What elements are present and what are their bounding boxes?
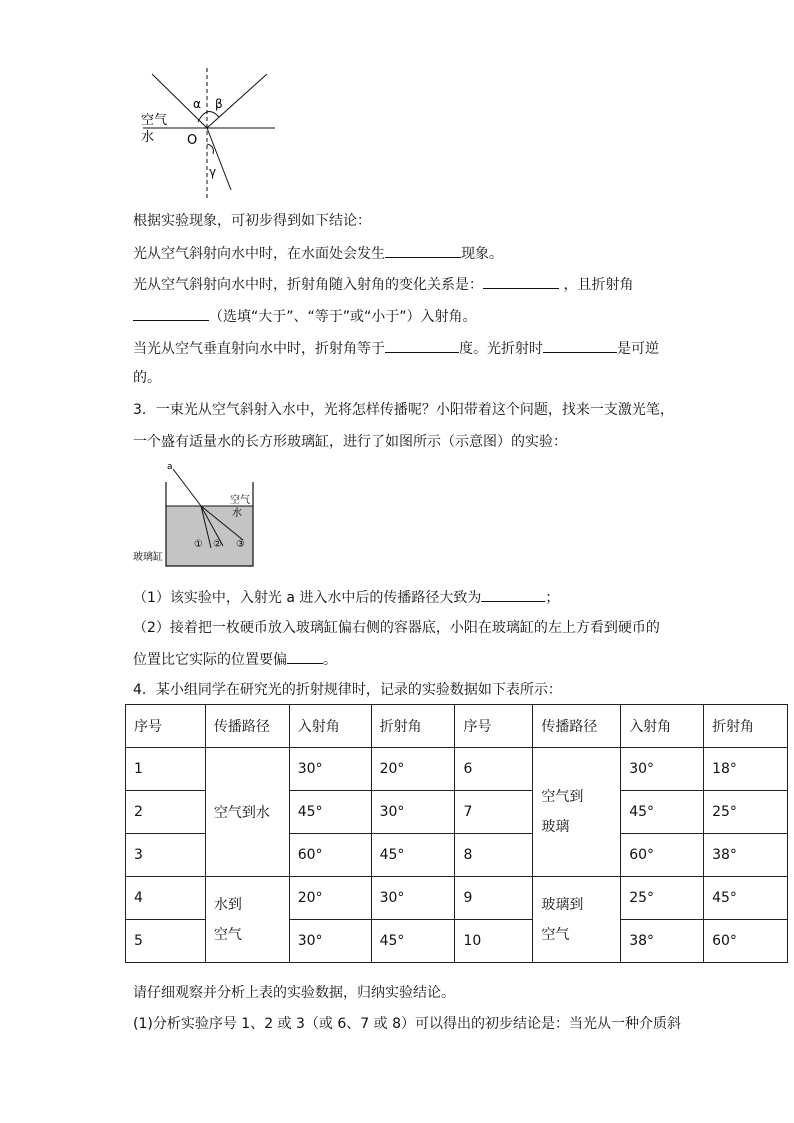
refraction-diagram bbox=[135, 64, 280, 204]
text: 位置比它实际的位置要偏 bbox=[133, 652, 287, 668]
text: 是可逆 bbox=[617, 341, 659, 357]
answer-blank[interactable] bbox=[385, 243, 461, 258]
label-path-3: ③ bbox=[236, 539, 245, 550]
q3-line-1: 3．一束光从空气斜射入水中，光将怎样传播呢？小阳带着这个问题，找来一支激光笔， bbox=[133, 402, 674, 418]
table-cell: 6 bbox=[455, 748, 533, 791]
table-cell: 30° bbox=[371, 791, 455, 834]
answer-blank[interactable] bbox=[133, 306, 209, 321]
q4-intro: 4．某小组同学在研究光的折射规律时，记录的实验数据如下表所示： bbox=[133, 682, 562, 698]
text: ； bbox=[545, 590, 560, 606]
path-cell bbox=[533, 877, 621, 963]
label-o: O bbox=[187, 133, 198, 148]
conclusion-line-2 bbox=[133, 274, 633, 295]
text: 。 bbox=[323, 652, 337, 668]
table-cell: 1 bbox=[126, 748, 206, 791]
refracted-ray bbox=[207, 128, 231, 190]
label-gamma: γ bbox=[209, 165, 217, 179]
header-cell: 序号 bbox=[126, 705, 206, 748]
path-text: 玻璃 bbox=[541, 819, 570, 835]
table-cell: 60° bbox=[621, 834, 704, 877]
conclusion-line-3 bbox=[133, 306, 477, 327]
table-cell: 38° bbox=[704, 834, 788, 877]
text: 光从空气斜射向水中时，折射角随入射角的变化关系是： bbox=[133, 277, 483, 293]
label-water: 水 bbox=[232, 508, 242, 519]
table-cell: 60° bbox=[704, 920, 788, 963]
table-cell: 30° bbox=[289, 920, 371, 963]
table-cell: 5 bbox=[126, 920, 206, 963]
q3-line-2: 一个盛有适量水的长方形玻璃缸，进行了如图所示（示意图）的实验： bbox=[133, 434, 567, 450]
conclusion-line-5: 的。 bbox=[133, 370, 161, 386]
path-cell bbox=[205, 877, 289, 963]
table-cell: 10 bbox=[455, 920, 533, 963]
header-cell: 传播路径 bbox=[205, 705, 289, 748]
table-cell: 30° bbox=[371, 877, 455, 920]
label-path-1: ① bbox=[194, 539, 203, 550]
table-cell: 2 bbox=[126, 791, 206, 834]
header-cell: 入射角 bbox=[289, 705, 371, 748]
table-cell: 45° bbox=[371, 834, 455, 877]
angle-arc-bottom bbox=[207, 144, 213, 154]
header-cell: 折射角 bbox=[704, 705, 788, 748]
table-cell: 45° bbox=[621, 791, 704, 834]
header-cell: 传播路径 bbox=[533, 705, 621, 748]
answer-blank[interactable] bbox=[543, 338, 617, 353]
table-cell: 45° bbox=[704, 877, 788, 920]
path-cell bbox=[533, 748, 621, 877]
q3-part-2-line-1: （2）接着把一枚硬币放入玻璃缸偏右侧的容器底，小阳在玻璃缸的左上方看到硬币的 bbox=[133, 620, 660, 636]
conclusion-line-4 bbox=[133, 338, 659, 359]
table-cell: 60° bbox=[289, 834, 371, 877]
table-cell: 25° bbox=[704, 791, 788, 834]
header-cell: 序号 bbox=[455, 705, 533, 748]
refraction-data-table bbox=[125, 704, 788, 963]
label-water: 水 bbox=[141, 130, 155, 145]
table-cell: 9 bbox=[455, 877, 533, 920]
q3-part-2-line-2 bbox=[133, 649, 337, 670]
conclusion-line-1 bbox=[133, 243, 503, 264]
path-text: 玻璃到 bbox=[541, 896, 584, 913]
table-row bbox=[126, 877, 788, 920]
table-cell: 30° bbox=[621, 748, 704, 791]
label-path-2: ② bbox=[213, 539, 222, 550]
q3-part-1 bbox=[133, 587, 559, 608]
table-cell: 7 bbox=[455, 791, 533, 834]
table-cell: 20° bbox=[371, 748, 455, 791]
text: （1）该实验中，入射光 a 进入水中后的传播路径大致为 bbox=[133, 590, 482, 606]
path-cell: 空气到水 bbox=[205, 748, 289, 877]
q4-after-table: 请仔细观察并分析上表的实验数据，归纳实验结论。 bbox=[133, 985, 455, 1001]
label-alpha: α bbox=[193, 97, 201, 111]
table-cell: 30° bbox=[289, 748, 371, 791]
table-cell: 3 bbox=[126, 834, 206, 877]
table-cell: 18° bbox=[704, 748, 788, 791]
label-beta: β bbox=[215, 97, 223, 111]
header-cell: 折射角 bbox=[371, 705, 455, 748]
incident-ray-a bbox=[173, 469, 201, 506]
text: 光从空气斜射向水中时，在水面处会发生 bbox=[133, 246, 385, 262]
table-row bbox=[126, 748, 788, 791]
table-cell: 45° bbox=[371, 920, 455, 963]
answer-blank[interactable] bbox=[385, 338, 459, 353]
path-text: 水到 bbox=[213, 896, 242, 913]
path-text: 空气 bbox=[541, 926, 570, 943]
path-text: 空气到 bbox=[541, 789, 584, 805]
table-cell: 45° bbox=[289, 791, 371, 834]
table-cell: 25° bbox=[621, 877, 704, 920]
conclusion-intro: 根据实验现象，可初步得到如下结论： bbox=[133, 213, 371, 229]
answer-blank[interactable] bbox=[287, 649, 323, 664]
text: 当光从空气垂直射向水中时，折射角等于 bbox=[133, 341, 385, 357]
glass-tank-diagram bbox=[133, 460, 263, 572]
label-air: 空气 bbox=[230, 495, 250, 506]
table-cell: 20° bbox=[289, 877, 371, 920]
text: ，且折射角 bbox=[563, 277, 634, 293]
text: （选填“大于”、“等于”或“小于”）入射角。 bbox=[209, 309, 477, 325]
table-cell: 38° bbox=[621, 920, 704, 963]
table-cell: 8 bbox=[455, 834, 533, 877]
header-cell: 入射角 bbox=[621, 705, 704, 748]
table-cell: 4 bbox=[126, 877, 206, 920]
label-air: 空气 bbox=[141, 113, 168, 128]
label-glass-tank: 玻璃缸 bbox=[133, 552, 163, 563]
text: 现象。 bbox=[461, 246, 503, 262]
table-header-row bbox=[126, 705, 788, 748]
path-text: 空气 bbox=[213, 926, 242, 943]
answer-blank[interactable] bbox=[481, 587, 545, 602]
text: 度。光折射时 bbox=[459, 341, 543, 357]
q4-conclusion-1: (1)分析实验序号 1、2 或 3（或 6、7 或 8）可以得出的初步结论是：当光从一种介质斜 bbox=[133, 1016, 681, 1032]
label-a: a bbox=[167, 462, 173, 472]
answer-blank[interactable] bbox=[483, 274, 559, 289]
